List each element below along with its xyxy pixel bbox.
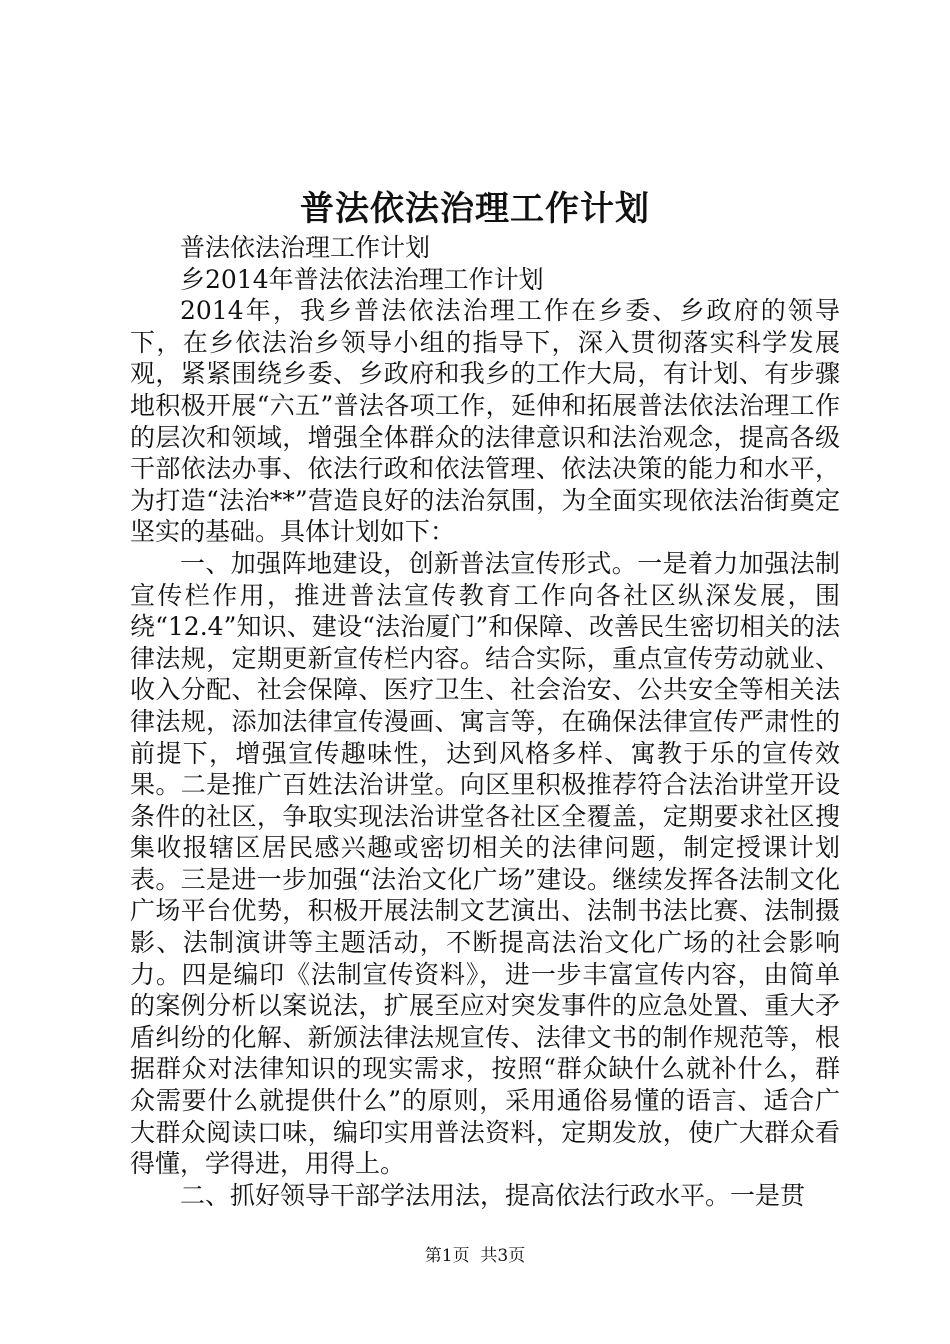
page-footer bbox=[0, 1245, 950, 1267]
paragraph-intro: 2014年，我乡普法依法治理工作在乡委、乡政府的领导下，在乡依法治乡领导小组的指导下，深入贯彻落实科学发展观，紧紧围绕乡委、乡政府和我乡的工作大局，有计划、有步骤地积极开展“六五”普法各项工作，延伸和拓展普法依法治理工作的层次和领域，增强全体群众的法律意识和法治观念，提高各级干部依法办事、依法行政和依法管理、依法决策的能力和水平，为打造“法治**”营造良好的法治氛围，为全面实现依法治街奠定坚实的基础。具体计划如下： bbox=[130, 296, 840, 547]
page-number: 第1页 共3页 bbox=[424, 1246, 526, 1266]
document-title: 普法依法治理工作计划 bbox=[300, 189, 650, 229]
document-body bbox=[130, 232, 840, 1211]
paragraph-plan-heading: 乡2014年普法依法治理工作计划 bbox=[180, 264, 544, 294]
paragraph-section-two: 二、抓好领导干部学法用法，提高依法行政水平。一是贯 bbox=[180, 1180, 806, 1210]
paragraph-subtitle: 普法依法治理工作计划 bbox=[180, 233, 431, 262]
paragraph-section-one: 一、加强阵地建设，创新普法宣传形式。一是着力加强法制宣传栏作用，推进普法宣传教育工作向各社区纵深发展，围绕“12.4”知识、建设“法治厦门”和保障、改善民生密切相关的法律法规，定期更新宣传栏内容。结合实际，重点宣传劳动就业、收入分配、社会保障、医疗卫生、社会治安、公共安全等相关法律法规，添加法律宣传漫画、寓言等，在确保法律宣传严肃性的前提下，增强宣传趣味性，达到风格多样、寓教于乐的宣传效果。二是推广百姓法治讲堂。向区里积极推荐符合法治讲堂开设条件的社区，争取实现法治讲堂各社区全覆盖，定期要求社区搜集收报辖区居民感兴趣或密切相关的法律问题，制定授课计划表。三是进一步加强“法治文化广场”建设。继续发挥各法制文化广场平台优势，积极开展法制文艺演出、法制书法比赛、法制摄影、法制演讲等主题活动，不断提高法治文化广场的社会影响力。四是编印《法制宣传资料》，进一步丰富宣传内容，由简单的案例分析以案说法，扩展至应对突发事件的应急处置、重大矛盾纠纷的化解、新颁法律法规宣传、法律文书的制作规范等，根据群众对法律知识的现实需求，按照“群众缺什么就补什么，群众需要什么就提供什么”的原则，采用通俗易懂的语言、适合广大群众阅读口味，编印实用普法资料，定期发放，使广大群众看得懂，学得进，用得上。 bbox=[130, 548, 840, 1179]
